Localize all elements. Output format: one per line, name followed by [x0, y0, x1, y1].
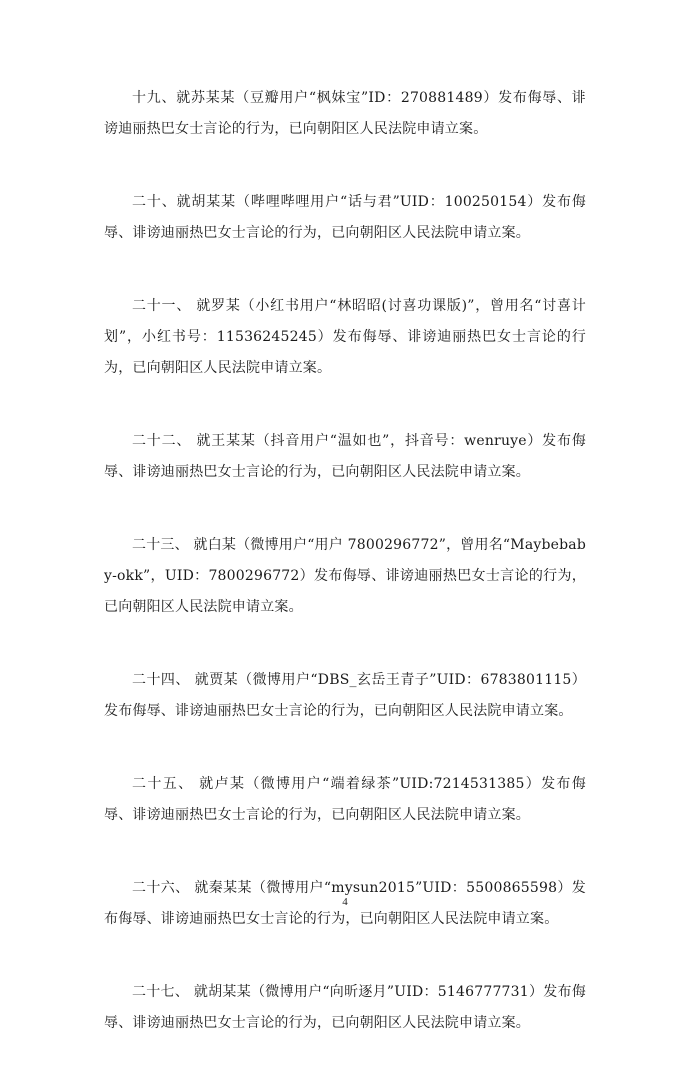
- paragraph-27: 二十七、 就胡某某（微博用户“向昕逐月”UID：5146777731）发布侮辱、诽谤迪丽热巴女士言论的行为，已向朝阳区人民法院申请立案。: [104, 984, 586, 1031]
- page-number: 4: [342, 896, 348, 908]
- paragraph-25: 二十五、 就卢某（微博用户“端着绿茶”UID:7214531385）发布侮辱、诽谤迪丽热巴女士言论的行为，已向朝阳区人民法院申请立案。: [104, 776, 586, 823]
- document-body: [104, 83, 586, 1081]
- paragraph-21: 二十一、 就罗某（小红书用户“林昭昭(讨喜功课版)”，曾用名“讨喜计划”，小红书号：11536245245）发布侮辱、诽谤迪丽热巴女士言论的行为，已向朝阳区人民法院申请立案。: [104, 298, 586, 376]
- paragraph-19: 十九、就苏某某（豆瓣用户“枫妹宝”ID：270881489）发布侮辱、诽谤迪丽热巴女士言论的行为，已向朝阳区人民法院申请立案。: [104, 90, 586, 137]
- paragraph-26: 二十六、 就秦某某（微博用户“mysun2015”UID：5500865598）发布侮辱、诽谤迪丽热巴女士言论的行为，已向朝阳区人民法院申请立案。: [104, 880, 586, 927]
- paragraph-22: 二十二、 就王某某（抖音用户“温如也”，抖音号：wenruye）发布侮辱、诽谤迪丽热巴女士言论的行为，已向朝阳区人民法院申请立案。: [104, 433, 586, 480]
- paragraph-20: 二十、就胡某某（哔哩哔哩用户“话与君”UID：100250154）发布侮辱、诽谤迪丽热巴女士言论的行为，已向朝阳区人民法院申请立案。: [104, 194, 586, 241]
- paragraph-23: 二十三、 就白某（微博用户“用户 7800296772”，曾用名“Maybebaby-okk”，UID：7800296772）发布侮辱、诽谤迪丽热巴女士言论的行为，已向朝阳区人民法院申请立案。: [104, 537, 586, 615]
- paragraph-24: 二十四、 就贾某（微博用户“DBS_玄岳王青子”UID：6783801115）发布侮辱、诽谤迪丽热巴女士言论的行为，已向朝阳区人民法院申请立案。: [104, 672, 586, 719]
